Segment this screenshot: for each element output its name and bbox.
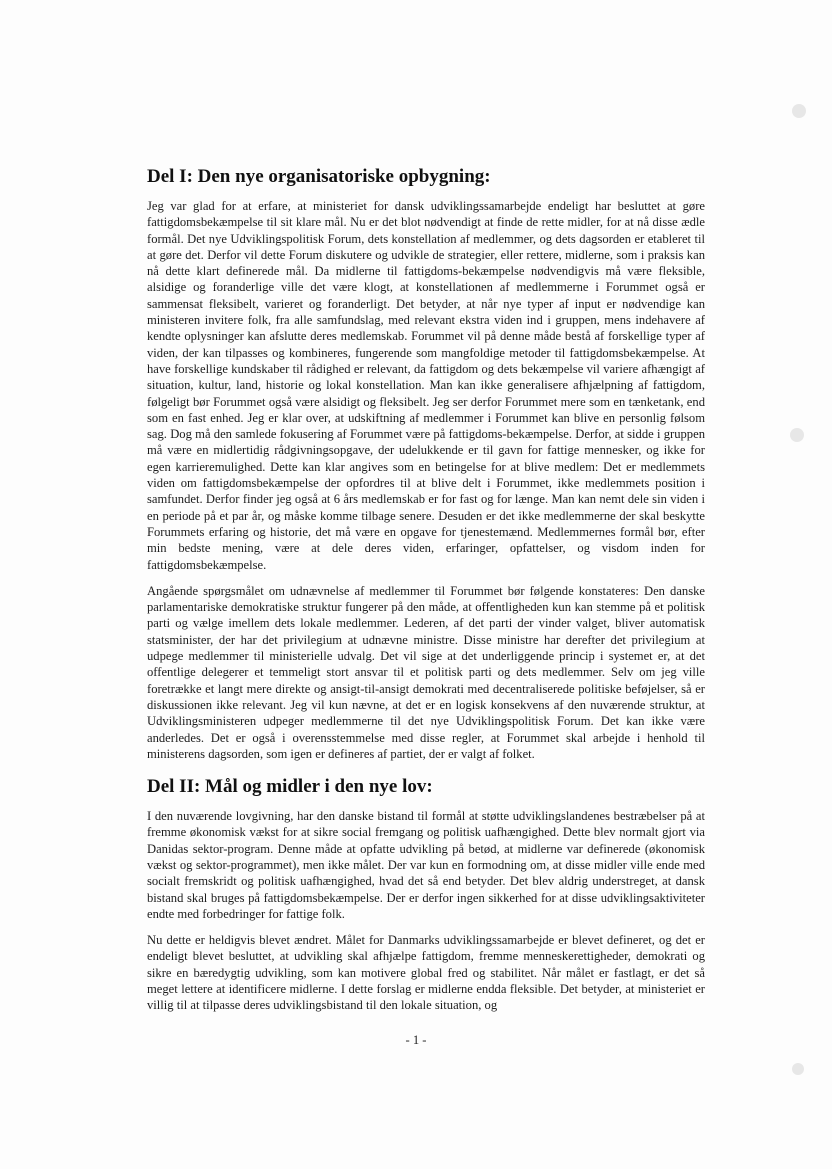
section-part-2 bbox=[147, 776, 705, 1014]
page-number: - 1 - bbox=[405, 1033, 427, 1047]
body-paragraph: I den nuværende lovgivning, har den danske bistand til formål at støtte udviklingslandenes bestræbelser på at fremme økonomisk vækst for at sikre social fremgang og politisk uafhængighed. Dette blev normalt gjort via Danidas sektor-program. Denne måde at opfatte udvikling på betød, at midlerne var definerede (økonomisk vækst og sektor-programmet), men ikke målet. Der var kun en formodning om, at disse midler ville ende med socialt fremskridt og politisk uafhængighed, hvad det så end betyder. Det blev aldrig understreget, at dansk bistand skal bruges på fattigdomsbekæmpelse. Der er derfor ingen sikkerhed for at disse udviklingsaktiviteter endte med forbedringer for fattige folk. bbox=[147, 809, 705, 921]
body-paragraph: Nu dette er heldigvis blevet ændret. Målet for Danmarks udviklingssamarbejde er blevet defineret, og det er endeligt blevet besluttet, at udvikling skal afhjælpe fattigdom, fremme menneskerettigheder, demokrati og sikre en bæredygtig udvikling, som kan motivere global fred og stabilitet. Når målet er fastlagt, er det så meget lettere at identificere midlerne. I dette forslag er midlerne endda fleksible. Det betyder, at ministeriet er villig til at tilpasse deres udviklingsbistand til den lokale situation, og bbox=[147, 933, 705, 1013]
scan-speck bbox=[792, 104, 806, 118]
scan-speck bbox=[792, 1063, 804, 1075]
body-paragraph: Jeg var glad for at erfare, at ministeriet for dansk udviklingssamarbejde endeligt har besluttet at gøre fattigdomsbekæmpelse til sit klare mål. Nu er det blot nødvendigt at finde de rette midler, for at nå disse ædle formål. Det nye Udviklingspolitisk Forum, dets konstellation af medlemmer, og dets dagsorden er etableret til at gøre det. Derfor vil dette Forum diskutere og udvikle de strategier, eller rettere, midlerne, som i praksis kan nå dette klart definerede mål. Da midlerne til fattigdoms-bekæmpelse nødvendigvis må være fleksible, alsidige og foranderlige ville det være klogt, at konstellationen af medlemmerne i Forummet også er sammensat fleksibelt, varieret og foranderligt. Det betyder, at når nye typer af input er nødvendige kan ministeren invitere folk, fra alle samfundslag, med relevant ekstra viden ind i gruppen, mens indehavere af kendte oplysninger kan afslutte deres medlemskab. Forummet vil på denne måde bestå af forskellige typer af viden, der kan tilpasses og kombineres, fungerende som mangfoldige metoder til fattigdomsbekæmpelse. At have forskellige kundskaber til rådighed er relevant, da fattigdom og dets bekæmpelse vil variere afhængigt af situation, kultur, land, historie og lokal konstellation. Man kan ikke generalisere afhjælpning af fattigdom, følgeligt bør Forummet også være alsidigt og fleksibelt. Jeg ser derfor Forummet mere som en tænketank, end som en fast enhed. Jeg er klar over, at udskiftning af medlemmer i Forummet kan blive en personlig følsom sag. Dog må den samlede fokusering af Forummet være på fattigdoms-bekæmpelse. Derfor, at sidde i gruppen må være en midlertidig rådgivningsopgave, der udelukkende er til gavn for fattige mennesker, og ikke for egen karrieremulighed. Dette kan klar angives som en betingelse for at blive medlem: Det er medlemmets viden om fattigdomsbekæmpelse der opfordres til at blive delt i Forummet, ikke medlemmets position i samfundet. Derfor finder jeg også at 6 års medlemskab er for fast og for længe. Man kan nemt dele sin viden i en periode på et par år, og måske komme tilbage senere. Desuden er det ikke medlemmerne der skal beskytte Forummets erfaring og historie, det må være en opgave for tjenestemænd. Medlemmernes formål bør, efter min bedste mening, være at dele deres viden, erfaringer, opfattelser, og visdom inden for fattigdomsbekæmpelse. bbox=[147, 199, 705, 572]
section-part-1 bbox=[147, 166, 705, 762]
body-paragraph: Angående spørgsmålet om udnævnelse af medlemmer til Forummet bør følgende konstateres: Den danske parlamentariske demokratiske struktur fungerer på den måde, at offentligheden kun kan stemme på et politisk parti og vælge imellem dets lokale medlemmer. Lederen, af det parti der vinder valget, bliver automatisk statsminister, der har det privilegium at udnævne ministre. Disse ministre har derefter det privilegium at udpege medlemmer til ministerielle udvalg. Det vil sige at det underliggende princip i systemet er, at det offentlige delegerer et temmeligt stort ansvar til et politisk parti og dets medlemmer. Selv om jeg ville foretrække et langt mere direkte og ansigt-til-ansigt demokrati med decentraliserede politiske beføjelser, så er diskussionen ikke relevant. Jeg vil kun nævne, at det er en logisk konsekvens af den nuværende struktur, at Udviklingsministeren udpeger medlemmerne til det nye Udviklingspolitisk Forum. Det kan ikke være anderledes. Det er også i overensstemmelse med disse regler, at Forummet skal arbejde i henhold til ministerens dagsorden, som igen er defineres af partiet, der er valgt af folket. bbox=[147, 583, 705, 761]
document-body bbox=[147, 166, 705, 1014]
section-heading: Del II: Mål og midler i den nye lov: bbox=[147, 776, 433, 798]
section-heading: Del I: Den nye organisatoriske opbygning: bbox=[147, 166, 491, 187]
scan-speck bbox=[790, 428, 804, 442]
